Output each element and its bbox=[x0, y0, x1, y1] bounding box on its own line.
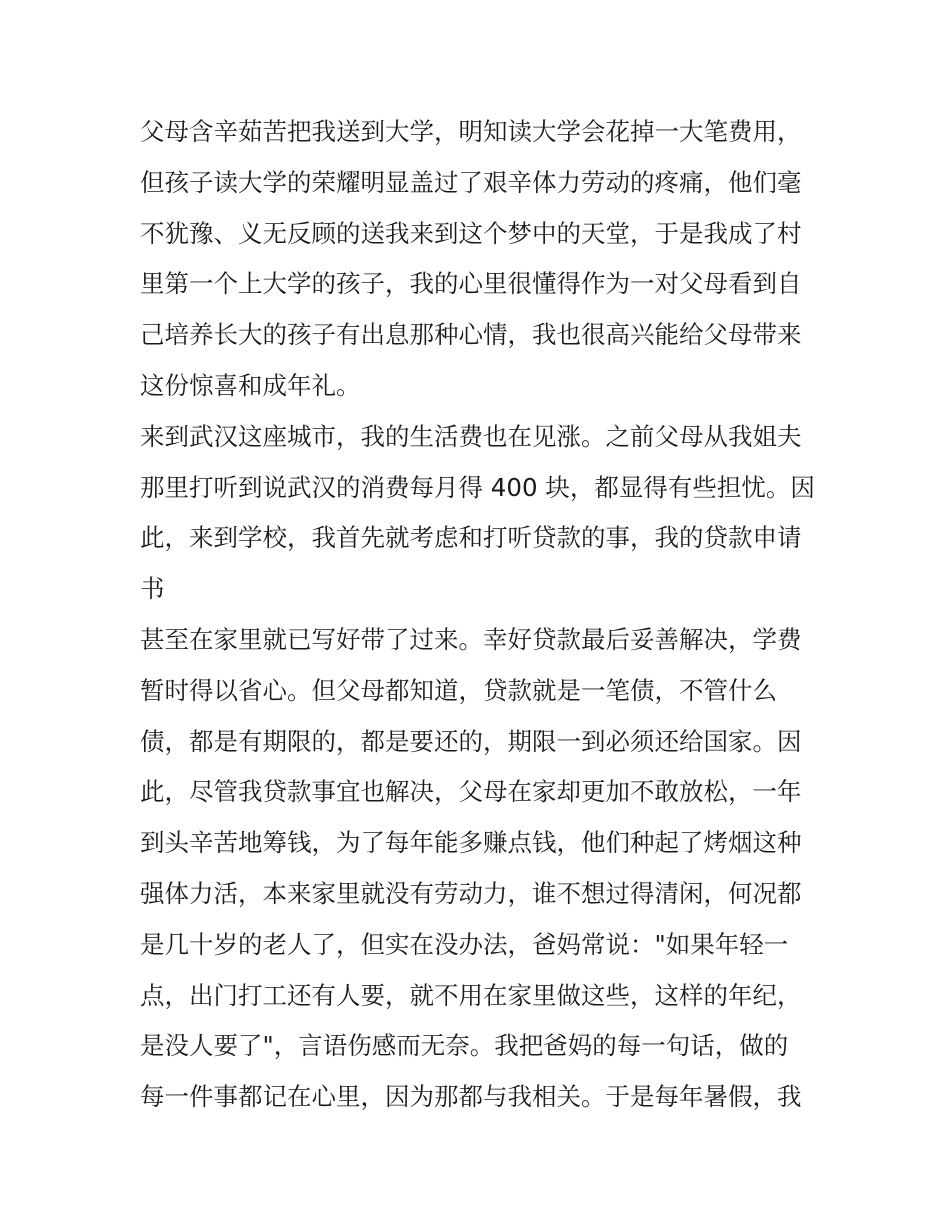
text-line: 强体力活，本来家里就没有劳动力，谁不想过得清闲，何况都 bbox=[140, 878, 802, 908]
text-line: 点，出门打工还有人要，就不用在家里做这些，这样的年纪， bbox=[140, 980, 802, 1010]
text-line: 暂时得以省心。但父母都知道，贷款就是一笔债，不管什么 bbox=[140, 675, 777, 705]
text-line: 每一件事都记在心里，因为那都与我相关。于是每年暑假，我 bbox=[140, 1082, 802, 1112]
text-line: 甚至在家里就已写好带了过来。幸好贷款最后妥善解决，学费 bbox=[140, 624, 802, 654]
body-text bbox=[140, 107, 820, 1123]
text-line: 来到武汉这座城市，我的生活费也在见涨。之前父母从我姐夫 bbox=[140, 421, 802, 451]
text-line: 不犹豫、义无反顾的送我来到这个梦中的天堂，于是我成了村 bbox=[140, 218, 802, 248]
text-line: 书 bbox=[140, 574, 165, 604]
text-line: 到头辛苦地筹钱，为了每年能多赚点钱，他们种起了烤烟这种 bbox=[140, 828, 802, 858]
text-line: 里第一个上大学的孩子，我的心里很懂得作为一对父母看到自 bbox=[140, 269, 802, 299]
text-line: 此，尽管我贷款事宜也解决，父母在家却更加不敢放松，一年 bbox=[140, 777, 802, 807]
text-line: 那里打听到说武汉的消费每月得 400 块，都显得有些担忧。因 bbox=[140, 472, 815, 502]
text-line: 债，都是有期限的，都是要还的，期限一到必须还给国家。因 bbox=[140, 726, 802, 756]
text-line: 己培养长大的孩子有出息那种心情，我也很高兴能给父母带来 bbox=[140, 320, 802, 350]
text-line: 但孩子读大学的荣耀明显盖过了艰辛体力劳动的疼痛，他们毫 bbox=[140, 167, 802, 197]
text-line: 是几十岁的老人了，但实在没办法，爸妈常说："如果年轻一 bbox=[140, 929, 789, 959]
text-line: 此，来到学校，我首先就考虑和打听贷款的事，我的贷款申请 bbox=[140, 523, 802, 553]
text-line: 这份惊喜和成年礼。 bbox=[140, 370, 361, 400]
text-line: 是没人要了"，言语伤感而无奈。我把爸妈的每一句话，做的 bbox=[140, 1031, 789, 1061]
text-line: 父母含辛茹苦把我送到大学，明知读大学会花掉一大笔费用， bbox=[140, 117, 802, 146]
